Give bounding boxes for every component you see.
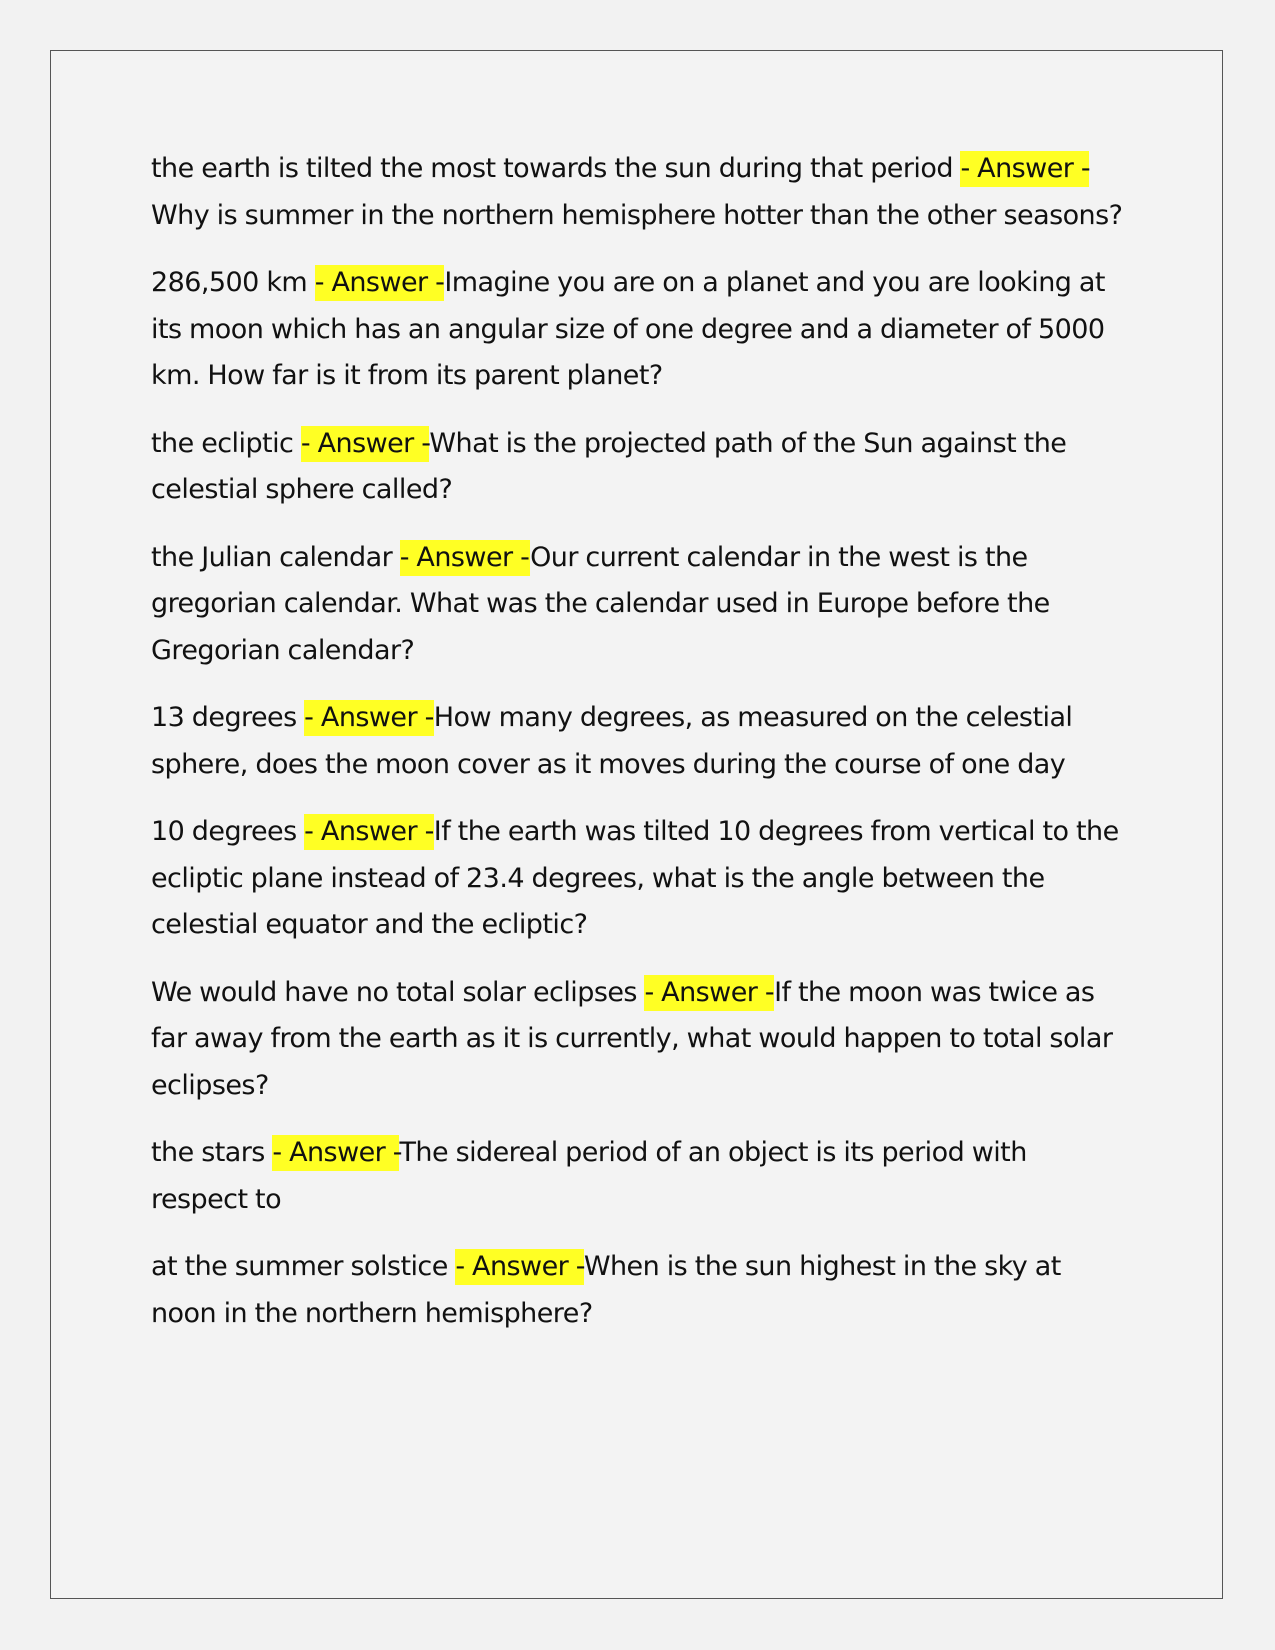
- answer-marker: - Answer -: [272, 1135, 399, 1171]
- question-text: What is the projected path of the Sun against the celestial sphere called?: [151, 427, 1067, 505]
- answer-text: 10 degrees: [151, 816, 305, 847]
- qa-entry: [151, 970, 1126, 1110]
- answer-text: the ecliptic: [151, 427, 301, 459]
- answer-text: 286,500 km: [151, 267, 315, 298]
- qa-entry: [151, 535, 1126, 675]
- answer-marker: - Answer -: [315, 265, 445, 301]
- answer-text: the stars: [151, 1137, 273, 1168]
- question-text: Why is summer in the northern hemisphere hotter than the other seasons?: [151, 199, 1123, 231]
- qa-entry: [151, 695, 1126, 788]
- answer-text: We would have no total solar eclipses: [151, 976, 645, 1008]
- answer-marker: - Answer -: [304, 814, 434, 850]
- question-text: The sidereal period of an object is its period with respect to: [151, 1137, 1027, 1215]
- qa-entry: [151, 809, 1126, 949]
- answer-marker: - Answer -: [960, 151, 1089, 187]
- question-text: Our current calendar in the west is the gregorian calendar. What was the calendar used in Europe before the Gregorian calendar?: [151, 541, 1050, 666]
- qa-entry: [151, 421, 1126, 514]
- question-text: If the earth was tilted 10 degrees from vertical to the ecliptic plane instead of 23.4 degrees, what is the angle between the celestial equator and the ecliptic?: [151, 816, 1119, 940]
- question-text: How many degrees, as measured on the celestial sphere, does the moon cover as it moves during the course of one day: [151, 702, 1073, 780]
- answer-text: the earth is tilted the most towards the sun during that period: [151, 153, 961, 184]
- qa-entry: [151, 1244, 1126, 1337]
- question-text: When is the sun highest in the sky at noon in the northern hemisphere?: [151, 1251, 1061, 1329]
- answer-text: 13 degrees: [151, 702, 305, 733]
- answer-marker: - Answer -: [644, 975, 774, 1011]
- answer-marker: - Answer -: [400, 540, 530, 576]
- document-body: [151, 146, 1126, 1358]
- question-text: Imagine you are on a planet and you are looking at its moon which has an angular size of one degree and a diameter of 5000 km. How far is it from its parent planet?: [151, 267, 1105, 391]
- qa-entry: [151, 1130, 1126, 1223]
- answer-text: at the summer solstice: [151, 1251, 456, 1282]
- question-text: If the moon was twice as far away from the earth as it is currently, what would happen to total solar eclipses?: [151, 976, 1113, 1101]
- qa-entry: [151, 260, 1126, 400]
- answer-text: the Julian calendar: [151, 541, 400, 573]
- answer-marker: - Answer -: [304, 700, 434, 736]
- qa-entry: [151, 146, 1126, 239]
- answer-marker: - Answer -: [455, 1249, 584, 1285]
- answer-marker: - Answer -: [301, 426, 430, 462]
